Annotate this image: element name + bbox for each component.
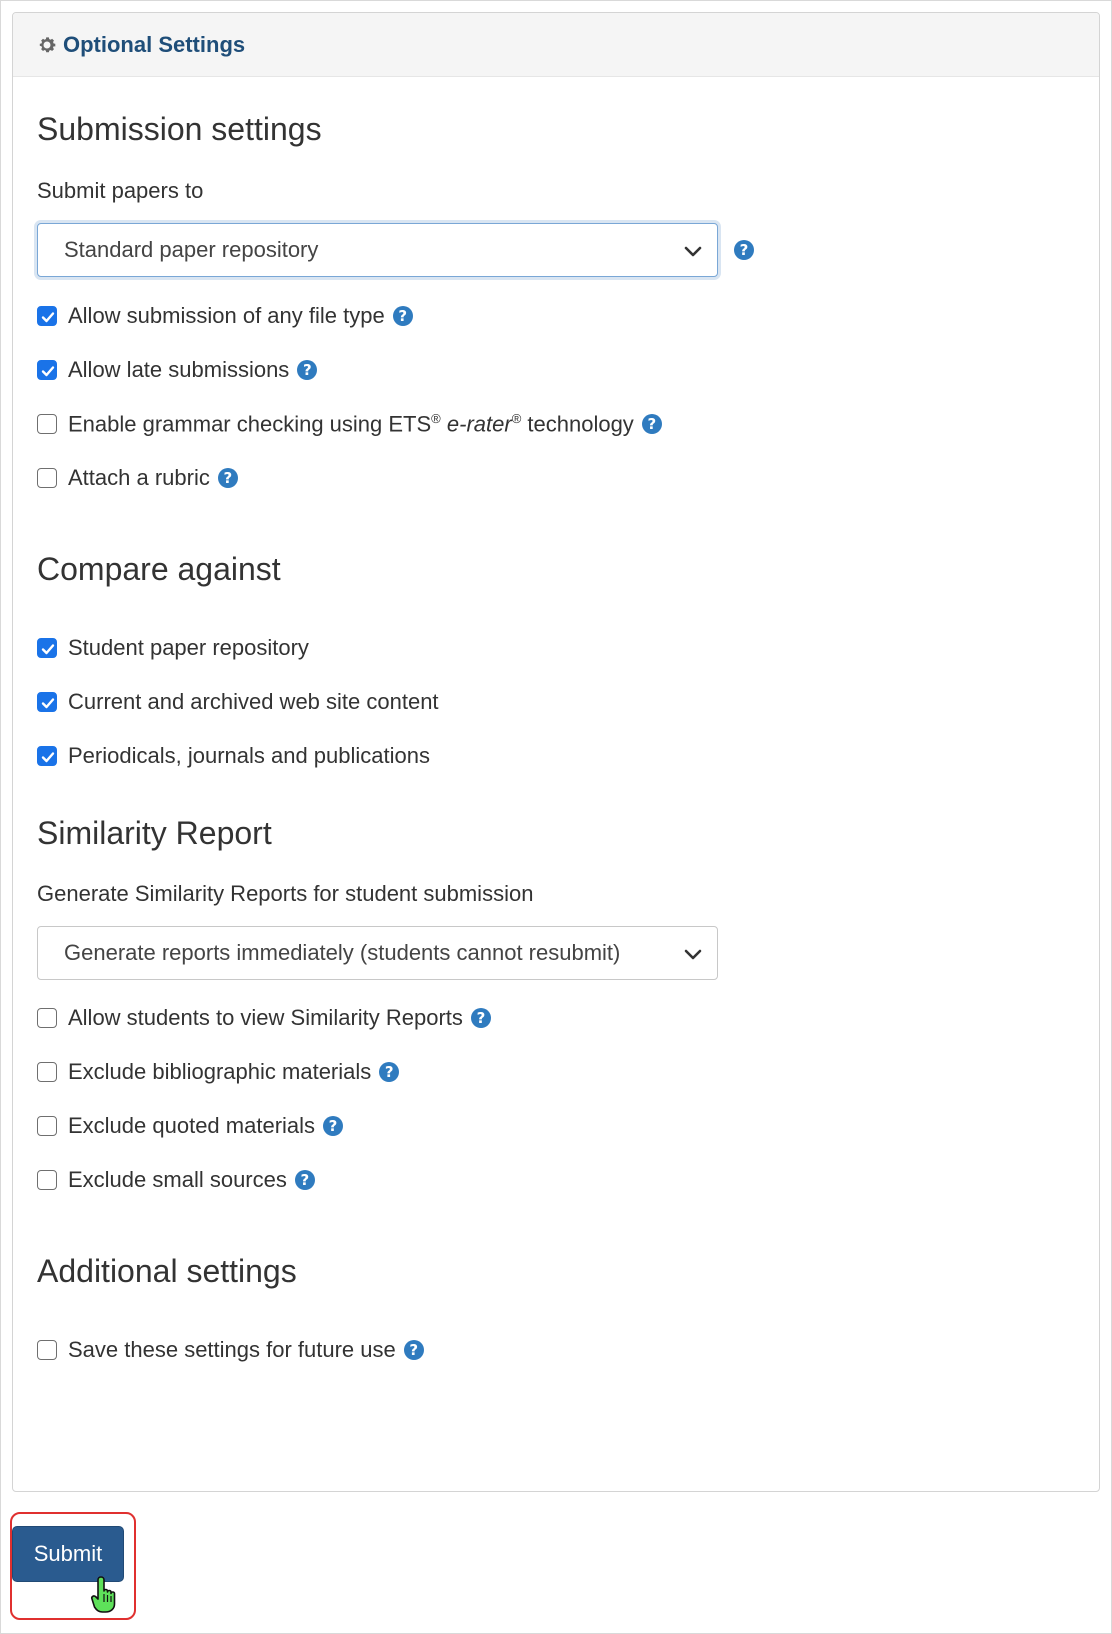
help-icon[interactable]: ? — [218, 468, 238, 488]
checkbox-label: Allow late submissions — [68, 357, 290, 382]
registered-mark: ® — [511, 411, 522, 426]
help-icon[interactable]: ? — [734, 240, 754, 260]
checkbox-label: Exclude bibliographic materials — [68, 1059, 372, 1084]
checkbox-label: Student paper repository — [68, 635, 309, 660]
generate-reports-select-value: Generate reports immediately (students cannot resubmit) — [64, 940, 621, 965]
help-icon[interactable]: ? — [295, 1170, 315, 1190]
checkbox-unchecked-icon[interactable] — [37, 1170, 57, 1190]
registered-mark: ® — [431, 411, 441, 426]
help-icon[interactable]: ? — [471, 1008, 491, 1028]
checkbox-unchecked-icon[interactable] — [37, 1116, 57, 1136]
generate-reports-label: Generate Similarity Reports for student submission — [37, 881, 534, 906]
repository-select-value: Standard paper repository — [64, 237, 319, 262]
checkbox-label — [68, 411, 634, 437]
help-icon[interactable]: ? — [393, 306, 413, 326]
checkbox-any-file-type[interactable] — [37, 303, 413, 329]
checkbox-exclude-small-sources[interactable] — [37, 1167, 315, 1193]
checkbox-checked-icon[interactable] — [37, 692, 57, 712]
gear-icon — [37, 35, 57, 55]
hand-pointer-icon — [90, 1574, 124, 1614]
checkbox-attach-rubric[interactable] — [37, 465, 238, 491]
grammar-label-erater: e-rater — [446, 411, 512, 437]
checkbox-exclude-bibliographic[interactable] — [37, 1059, 399, 1085]
panel-header[interactable] — [13, 13, 1099, 77]
panel-title: Optional Settings — [63, 31, 246, 57]
checkbox-label: Allow submission of any file type — [68, 303, 385, 328]
submit-button[interactable]: Submit — [12, 1526, 124, 1582]
repository-select[interactable] — [37, 223, 718, 277]
checkbox-unchecked-icon[interactable] — [37, 414, 57, 434]
grammar-label-post: technology — [521, 411, 634, 437]
help-icon[interactable]: ? — [404, 1340, 424, 1360]
checkbox-label: Attach a rubric — [68, 465, 210, 490]
help-icon[interactable]: ? — [642, 414, 662, 434]
grammar-label-pre: Enable grammar checking using ETS — [68, 411, 432, 437]
checkbox-label: Periodicals, journals and publications — [68, 743, 430, 768]
checkbox-checked-icon[interactable] — [37, 360, 57, 380]
checkbox-label: Exclude quoted materials — [68, 1113, 316, 1138]
help-icon[interactable]: ? — [323, 1116, 343, 1136]
additional-heading: Additional settings — [37, 1253, 297, 1289]
checkbox-checked-icon[interactable] — [37, 638, 57, 658]
checkbox-unchecked-icon[interactable] — [37, 1340, 57, 1360]
help-icon[interactable]: ? — [379, 1062, 399, 1082]
checkbox-student-repository[interactable] — [37, 635, 309, 661]
checkbox-label: Allow students to view Similarity Reports — [68, 1005, 463, 1030]
checkbox-unchecked-icon[interactable] — [37, 1062, 57, 1082]
submission-heading: Submission settings — [37, 111, 322, 147]
chevron-down-icon — [683, 944, 703, 964]
checkbox-grammar-checking[interactable] — [37, 411, 662, 437]
checkbox-web-content[interactable] — [37, 689, 439, 715]
checkbox-view-similarity[interactable] — [37, 1005, 491, 1031]
checkbox-exclude-quoted[interactable] — [37, 1113, 343, 1139]
checkbox-unchecked-icon[interactable] — [37, 468, 57, 488]
checkbox-periodicals[interactable] — [37, 743, 430, 769]
checkbox-unchecked-icon[interactable] — [37, 1008, 57, 1028]
submit-papers-label: Submit papers to — [37, 178, 204, 203]
generate-reports-select[interactable] — [37, 926, 718, 980]
checkbox-label: Current and archived web site content — [68, 689, 439, 714]
help-icon[interactable]: ? — [297, 360, 317, 380]
checkbox-checked-icon[interactable] — [37, 746, 57, 766]
chevron-down-icon — [683, 241, 703, 261]
optional-settings-panel — [12, 12, 1100, 1492]
checkbox-checked-icon[interactable] — [37, 306, 57, 326]
checkbox-save-settings[interactable] — [37, 1337, 424, 1363]
checkbox-label: Exclude small sources — [68, 1167, 287, 1192]
similarity-heading: Similarity Report — [37, 815, 272, 851]
compare-heading: Compare against — [37, 551, 281, 587]
checkbox-late-submissions[interactable] — [37, 357, 317, 383]
checkbox-label: Save these settings for future use — [68, 1337, 396, 1362]
